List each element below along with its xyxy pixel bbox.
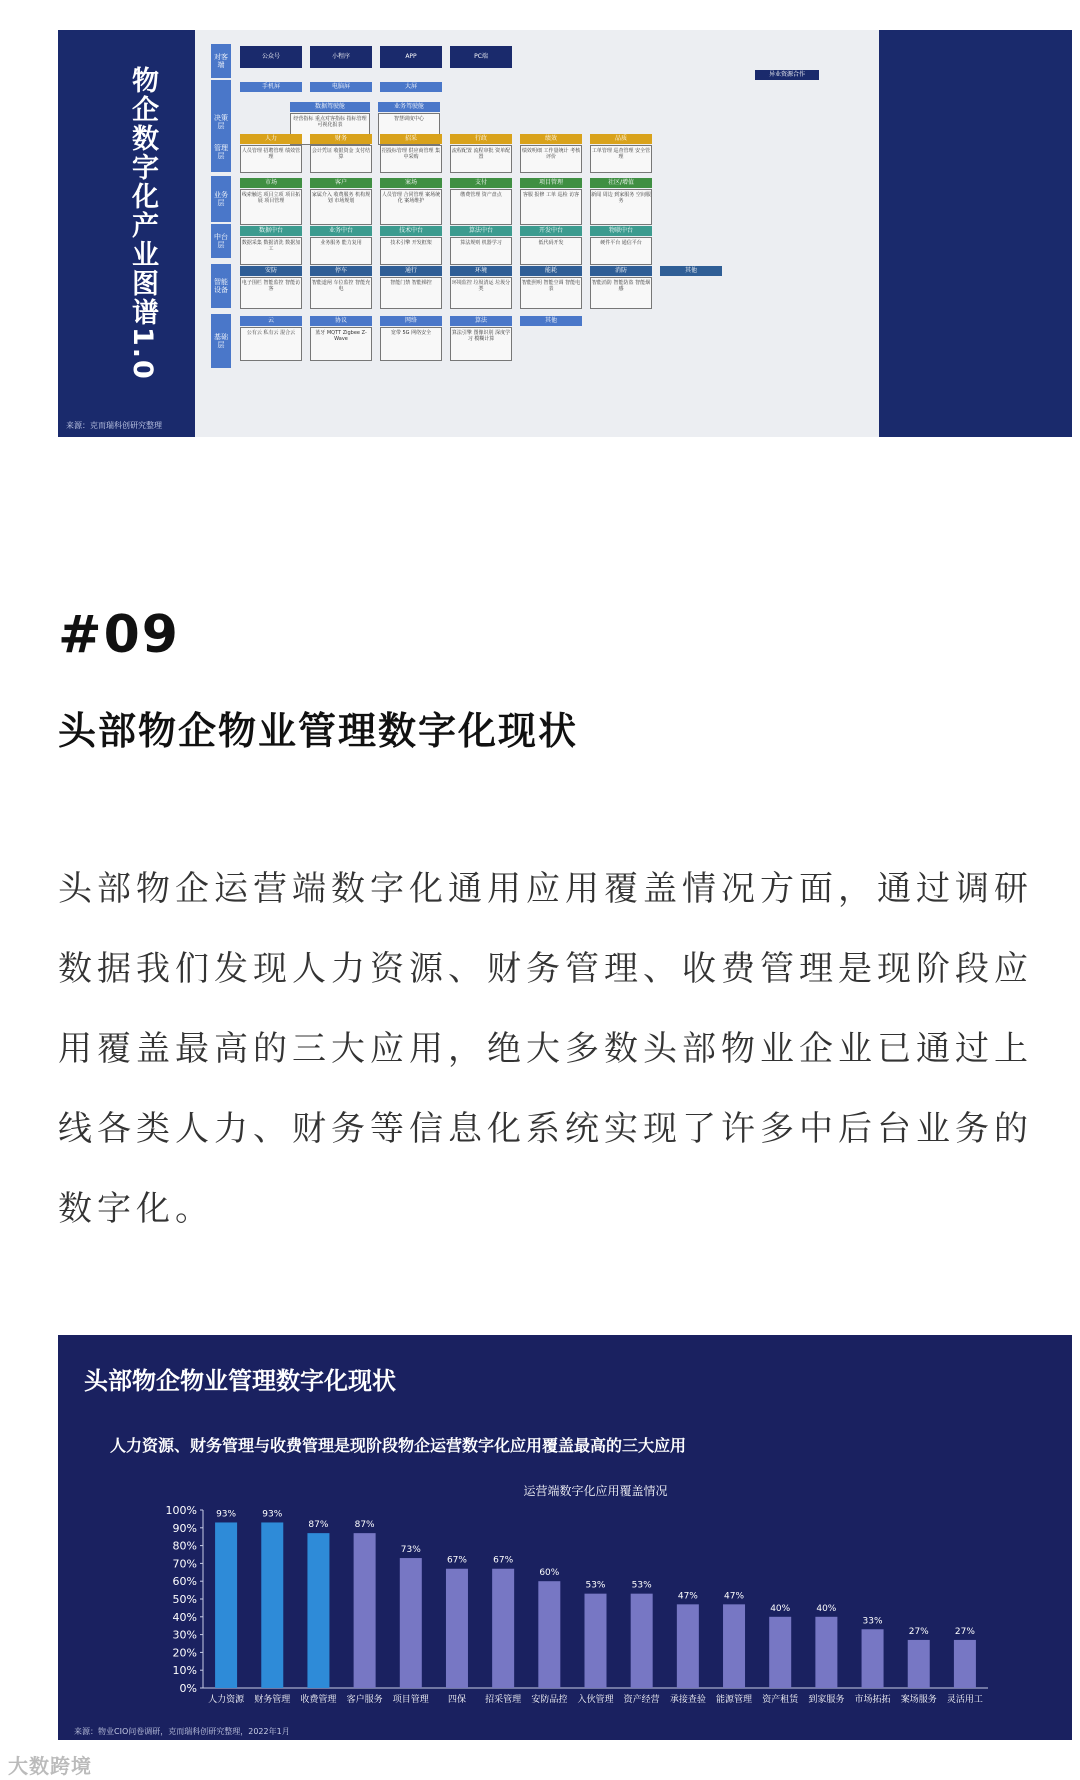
map-category-head: 电脑屏 bbox=[310, 82, 372, 92]
x-category-label: 招采管理 bbox=[485, 1695, 522, 1705]
bar bbox=[677, 1604, 699, 1688]
bar-value-label: 87% bbox=[354, 1520, 375, 1531]
chart-card bbox=[58, 1335, 1072, 1740]
bar bbox=[354, 1533, 376, 1688]
bar bbox=[954, 1640, 976, 1688]
x-category-label: 项目管理 bbox=[392, 1695, 429, 1705]
map-category-items: 技术引擎 开发框架 bbox=[380, 237, 442, 265]
bar-value-label: 67% bbox=[446, 1555, 467, 1566]
map-partner-tag: 异业资源合作 bbox=[755, 70, 819, 80]
map-source: 来源：克而瑞科创研究整理 bbox=[66, 421, 162, 430]
map-row-label: 智能设备 bbox=[211, 264, 231, 308]
map-category-head: 案场 bbox=[380, 178, 442, 188]
x-category-label: 承接查验 bbox=[669, 1695, 706, 1705]
y-tick-label: 10% bbox=[172, 1664, 197, 1678]
map-category-items: 宽带 5G 网络安全 bbox=[380, 327, 442, 361]
map-category-head: 算法 bbox=[450, 316, 512, 326]
bar-value-label: 40% bbox=[816, 1603, 837, 1614]
map-category-head: 财务 bbox=[310, 134, 372, 144]
bar-value-label: 53% bbox=[585, 1580, 606, 1591]
map-category-head: APP bbox=[380, 46, 442, 68]
map-category-head: 人力 bbox=[240, 134, 302, 144]
map-category-head: 其他 bbox=[520, 316, 582, 326]
map-row-label: 业务层 bbox=[211, 176, 231, 222]
map-category-head: 手机屏 bbox=[240, 82, 302, 92]
map-category-items: 流程配置 流程审批 资单配置 bbox=[450, 145, 512, 173]
map-category-head: 消防 bbox=[590, 266, 652, 276]
map-category-head: 协议 bbox=[310, 316, 372, 326]
map-title-panel bbox=[58, 30, 195, 437]
bar bbox=[492, 1569, 514, 1688]
bar-value-label: 87% bbox=[308, 1520, 329, 1531]
bar bbox=[215, 1522, 237, 1688]
map-category-head: 小程序 bbox=[310, 46, 372, 68]
map-category-items: 蓝牙 MQTT Zigbee Z-Wave bbox=[310, 327, 372, 361]
bar-value-label: 27% bbox=[954, 1626, 975, 1637]
map-row-label: 对客端 bbox=[211, 44, 231, 78]
bar-value-label: 93% bbox=[216, 1509, 237, 1520]
map-category-head: 数据中台 bbox=[240, 226, 302, 236]
map-title: 物企数字化产业图谱1.0 bbox=[127, 66, 158, 381]
map-category-items: 智能道闸 车位监控 智能充电 bbox=[310, 277, 372, 309]
chart-title: 运营端数字化应用覆盖情况 bbox=[523, 1484, 668, 1498]
bar bbox=[538, 1581, 560, 1688]
y-tick-label: 90% bbox=[172, 1521, 197, 1535]
map-category-head: 绩效 bbox=[520, 134, 582, 144]
y-tick-label: 60% bbox=[172, 1575, 197, 1589]
map-category-items: 业务服务 能力复用 bbox=[310, 237, 372, 265]
map-category-items: 缴费管理 资产盘点 bbox=[450, 189, 512, 225]
map-category-head: 通行 bbox=[380, 266, 442, 276]
section-number: #09 bbox=[58, 605, 180, 665]
map-category-items: 低代码开发 bbox=[520, 237, 582, 265]
chart-card-title: 头部物企物业管理数字化现状 bbox=[84, 1367, 396, 1395]
map-category-head: 项目管理 bbox=[520, 178, 582, 188]
map-category-head: 大屏 bbox=[380, 82, 442, 92]
map-category-items: 硬件平台 通信平台 bbox=[590, 237, 652, 265]
x-category-label: 入伙管理 bbox=[577, 1695, 614, 1705]
x-category-label: 四保 bbox=[447, 1695, 466, 1705]
bar bbox=[261, 1522, 283, 1688]
map-category-items: 会计凭证 收银资金 支付结算 bbox=[310, 145, 372, 173]
bar-value-label: 73% bbox=[400, 1545, 421, 1556]
bar bbox=[446, 1569, 468, 1688]
map-category-head: 客户 bbox=[310, 178, 372, 188]
section-title: 头部物企物业管理数字化现状 bbox=[58, 709, 579, 753]
map-category-items: 公有云 私有云 混合云 bbox=[240, 327, 302, 361]
map-category-head: 公众号 bbox=[240, 46, 302, 68]
y-tick-label: 70% bbox=[172, 1557, 197, 1571]
bar-value-label: 27% bbox=[908, 1626, 929, 1637]
map-category-head: 招采 bbox=[380, 134, 442, 144]
map-category-items: 客服 报修 工单 巡检 访客 bbox=[520, 189, 582, 225]
map-category-head: 数据驾驶舱 bbox=[290, 102, 370, 112]
map-category-head: 算法中台 bbox=[450, 226, 512, 236]
bar-value-label: 47% bbox=[677, 1591, 698, 1602]
map-row-label: 管理层 bbox=[211, 132, 231, 172]
map-category-items: 算法规则 机器学习 bbox=[450, 237, 512, 265]
x-category-label: 收费管理 bbox=[300, 1695, 337, 1705]
y-tick-label: 30% bbox=[172, 1628, 197, 1642]
map-category-items: 家属介入 收费服务 机构规划 市场规划 bbox=[310, 189, 372, 225]
map-grid bbox=[195, 30, 879, 437]
map-right-panel bbox=[879, 30, 1072, 437]
map-category-head: 其他 bbox=[660, 266, 722, 276]
map-row-label: 决策层 bbox=[211, 80, 231, 164]
map-category-items: 智能门禁 智能梯控 bbox=[380, 277, 442, 309]
x-category-label: 到家服务 bbox=[808, 1695, 845, 1705]
y-tick-label: 100% bbox=[165, 1504, 197, 1517]
map-category-items: 新闻 周边 到家服务 空间服务 bbox=[590, 189, 652, 225]
x-category-label: 能源管理 bbox=[716, 1695, 753, 1705]
map-category-head: 开发中台 bbox=[520, 226, 582, 236]
map-category-head: 市场 bbox=[240, 178, 302, 188]
map-category-items: 经营指标 重点对客指标 指标管理 可视化报表 bbox=[290, 113, 370, 145]
x-category-label: 资产经营 bbox=[623, 1695, 660, 1705]
bar bbox=[862, 1629, 884, 1688]
x-category-label: 案场服务 bbox=[900, 1695, 937, 1705]
bar-value-label: 67% bbox=[493, 1555, 514, 1566]
bar bbox=[307, 1533, 329, 1688]
map-category-items: 电子围栏 智能监控 智能访客 bbox=[240, 277, 302, 309]
x-category-label: 人力资源 bbox=[208, 1695, 245, 1705]
map-category-items: 招投标管理 供应商管理 集中采购 bbox=[380, 145, 442, 173]
x-category-label: 安防品控 bbox=[531, 1695, 568, 1705]
bar-value-label: 53% bbox=[631, 1580, 652, 1591]
map-category-items: 工单管理 巡查管理 安全管理 bbox=[590, 145, 652, 173]
y-tick-label: 80% bbox=[172, 1539, 197, 1553]
y-tick-label: 40% bbox=[172, 1610, 197, 1624]
bar bbox=[908, 1640, 930, 1688]
x-category-label: 客户服务 bbox=[346, 1695, 383, 1705]
map-category-items: 智能照明 智能空调 智能电表 bbox=[520, 277, 582, 309]
industry-map-figure bbox=[58, 30, 1072, 437]
x-category-label: 财务管理 bbox=[254, 1695, 291, 1705]
map-category-head: 网络 bbox=[380, 316, 442, 326]
map-category-head: 能耗 bbox=[520, 266, 582, 276]
x-category-label: 灵活用工 bbox=[946, 1695, 983, 1705]
bar bbox=[769, 1617, 791, 1688]
map-category-head: 社区/增值 bbox=[590, 178, 652, 188]
map-category-items: 线索触达 项目立项 项目拓展 项目管理 bbox=[240, 189, 302, 225]
map-category-items: 人员管理 招聘管理 绩效管理 bbox=[240, 145, 302, 173]
bar-value-label: 47% bbox=[724, 1591, 745, 1602]
map-category-head: 支付 bbox=[450, 178, 512, 188]
map-category-head: 品质 bbox=[590, 134, 652, 144]
bar-value-label: 33% bbox=[862, 1616, 883, 1627]
bar bbox=[400, 1558, 422, 1688]
map-category-head: 安防 bbox=[240, 266, 302, 276]
map-category-items: 绩效明细 工作量统计 考核评价 bbox=[520, 145, 582, 173]
map-category-items: 人员管理 合同管理 案场统化 案场维护 bbox=[380, 189, 442, 225]
map-category-head: 物联中台 bbox=[590, 226, 652, 236]
map-category-items: 数据采集 数据清洗 数据加工 bbox=[240, 237, 302, 265]
map-row-label: 基础层 bbox=[211, 314, 231, 368]
bar bbox=[585, 1594, 607, 1688]
map-category-head: 业务驾驶舱 bbox=[378, 102, 440, 112]
y-tick-label: 0% bbox=[179, 1682, 197, 1695]
map-category-items: 算法引擎 图像识别 深度学习 模糊计算 bbox=[450, 327, 512, 361]
map-category-head: 环境 bbox=[450, 266, 512, 276]
bar-value-label: 40% bbox=[770, 1603, 791, 1614]
x-category-label: 市场拓拓 bbox=[854, 1695, 891, 1705]
bar-value-label: 93% bbox=[262, 1509, 283, 1520]
watermark: 大数跨境 bbox=[8, 1754, 92, 1778]
map-category-head: 云 bbox=[240, 316, 302, 326]
map-category-head: 行政 bbox=[450, 134, 512, 144]
bar bbox=[723, 1604, 745, 1688]
y-tick-label: 50% bbox=[172, 1593, 197, 1606]
map-category-head: 技术中台 bbox=[380, 226, 442, 236]
y-tick-label: 20% bbox=[172, 1646, 197, 1660]
map-category-items: 环境监控 垃圾清运 垃圾分类 bbox=[450, 277, 512, 309]
map-category-items: 智能消防 智能防盗 智能烟感 bbox=[590, 277, 652, 309]
body-paragraph: 头部物企运营端数字化通用应用覆盖情况方面，通过调研数据我们发现人力资源、财务管理、收费管理是现阶段应用覆盖最高的三大应用，绝大多数头部物业企业已通过上线各类人力、财务等信息化系统实现了许多中后台业务的数字化。 bbox=[58, 869, 1033, 1229]
bar-value-label: 60% bbox=[539, 1568, 560, 1579]
chart-card-subtitle: 人力资源、财务管理与收费管理是现阶段物企运营数字化应用覆盖最高的三大应用 bbox=[110, 1436, 687, 1455]
chart-source: 来源：物业CIO问卷调研，克而瑞科创研究整理，2022年1月 bbox=[74, 1727, 290, 1736]
map-category-head: 业务中台 bbox=[310, 226, 372, 236]
map-category-head: PC端 bbox=[450, 46, 512, 68]
map-category-items: 智慧调度中心 bbox=[378, 113, 440, 145]
bar bbox=[631, 1594, 653, 1688]
map-category-head: 停车 bbox=[310, 266, 372, 276]
map-row-label: 中台层 bbox=[211, 224, 231, 258]
x-category-label: 资产租赁 bbox=[762, 1695, 799, 1705]
bar-chart bbox=[58, 1335, 1072, 1740]
bar bbox=[815, 1617, 837, 1688]
